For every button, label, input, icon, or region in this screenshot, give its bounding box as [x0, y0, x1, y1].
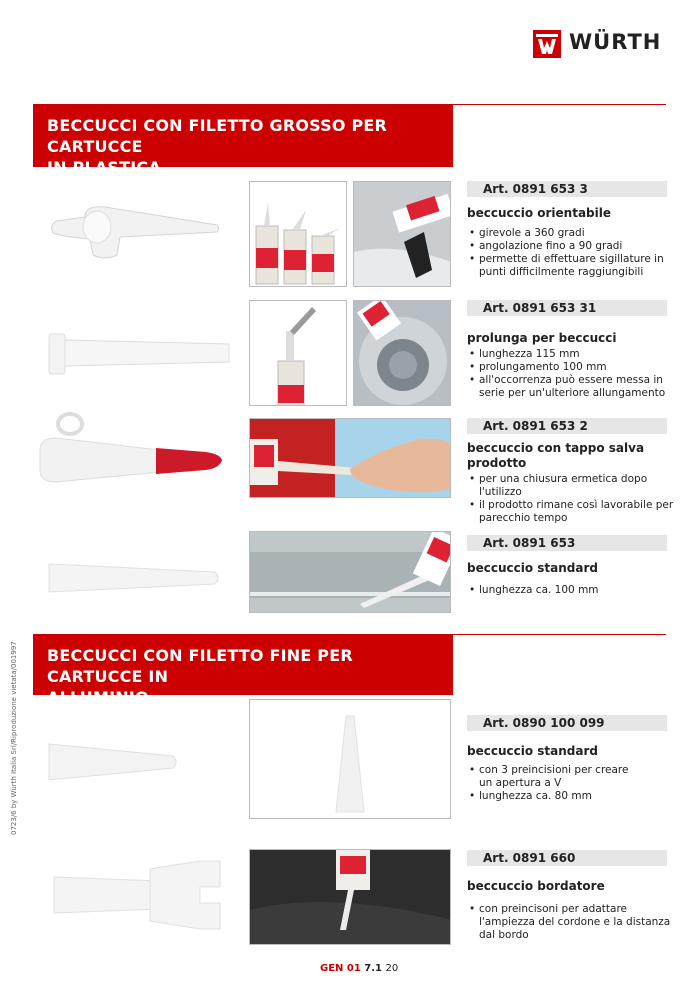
article-number: Art. 0891 653 3: [467, 181, 667, 197]
extension-nozzle-image: [45, 330, 235, 378]
feature-list: [467, 473, 677, 525]
product-block: [467, 879, 677, 942]
product-block: [467, 206, 677, 279]
feature-item: • per una chiusura ermetica dopo l'utilizzo: [467, 473, 677, 499]
product-name: prolunga per beccucci: [467, 331, 617, 345]
feature-item: • angolazione fino a 90 gradi: [467, 240, 677, 253]
product-name-line1: beccuccio con tappo salva: [467, 441, 645, 455]
product-name: beccuccio bordatore: [467, 879, 605, 893]
product-photo-application: [353, 181, 451, 287]
product-photo-hand: [249, 418, 451, 498]
feature-item: • lunghezza 115 mm: [467, 348, 677, 361]
feature-list: [467, 584, 677, 597]
section-title-line2: IN PLASTICA: [47, 158, 161, 177]
product-photo-drain: [353, 300, 451, 406]
feature-list: [467, 348, 677, 400]
article-number: Art. 0891 653 31: [467, 300, 667, 316]
cap-nozzle-image: [36, 410, 231, 485]
feature-item: • lunghezza ca. 100 mm: [467, 584, 677, 597]
feature-item: • con preincisoni per adattare l'ampiezza del cordone e la distanza dal bordo: [467, 903, 672, 942]
footer-section: GEN 01: [320, 963, 361, 974]
product-photo-cone-nozzle: [249, 699, 451, 819]
feature-list: [467, 764, 635, 803]
feature-item: • lunghezza ca. 80 mm: [467, 790, 635, 803]
feature-item: • prolungamento 100 mm: [467, 361, 677, 374]
standard-nozzle-image: [45, 560, 225, 596]
product-photo-edging: [249, 849, 451, 945]
article-number: Art. 0891 660: [467, 850, 667, 866]
section-banner: [33, 105, 453, 177]
aluminium-standard-nozzle-image: [45, 742, 185, 782]
product-block: [467, 561, 677, 597]
product-photo-cartridges: [249, 181, 347, 287]
feature-list: [467, 903, 672, 942]
product-name: beccuccio orientabile: [467, 206, 612, 220]
feature-item: • girevole a 360 gradi: [467, 227, 677, 240]
product-block: [467, 441, 677, 525]
article-number: Art. 0891 653 2: [467, 418, 667, 434]
section-title-line1: BECCUCCI CON FILETTO GROSSO PER CARTUCCE: [47, 116, 388, 156]
product-block: [467, 331, 677, 400]
wurth-logo-mark-icon: [533, 30, 561, 58]
feature-item: • permette di effettuare sigillature in punti difficilmente raggiungibili: [467, 253, 677, 279]
section-title-line1: BECCUCCI CON FILETTO FINE PER CARTUCCE IN: [47, 646, 353, 686]
edging-nozzle-image: [50, 855, 230, 935]
article-number: Art. 0891 653: [467, 535, 667, 551]
swivel-nozzle-image: [45, 195, 225, 265]
article-number: Art. 0890 100 099: [467, 715, 667, 731]
feature-item: • all'occorrenza può essere messa in serie per un'ulteriore allungamento: [467, 374, 677, 400]
product-photo-sealing: [249, 531, 451, 613]
feature-list: [467, 227, 677, 279]
footer-page-number: 20: [385, 963, 399, 974]
feature-item: • il prodotto rimane così lavorabile per parecchio tempo: [467, 499, 677, 525]
section-banner: [33, 635, 453, 707]
product-photo-extension: [249, 300, 347, 406]
page-footer: [320, 963, 398, 974]
footer-chapter: 7.1: [364, 963, 383, 974]
product-name-line2: prodotto: [467, 456, 527, 470]
product-block: [467, 744, 677, 803]
copyright-note: 0723/6 by Würth Italia Srl/Riproduzione vietata/001997: [10, 641, 18, 835]
feature-item: • con 3 preincisioni per creare un apertura a V: [467, 764, 635, 790]
wurth-logo: [533, 28, 669, 60]
section-title-line2: ALLUMINIO: [47, 688, 149, 707]
product-name: beccuccio standard: [467, 561, 598, 575]
product-name: beccuccio standard: [467, 744, 598, 758]
brand-name: WÜRTH: [569, 30, 662, 54]
